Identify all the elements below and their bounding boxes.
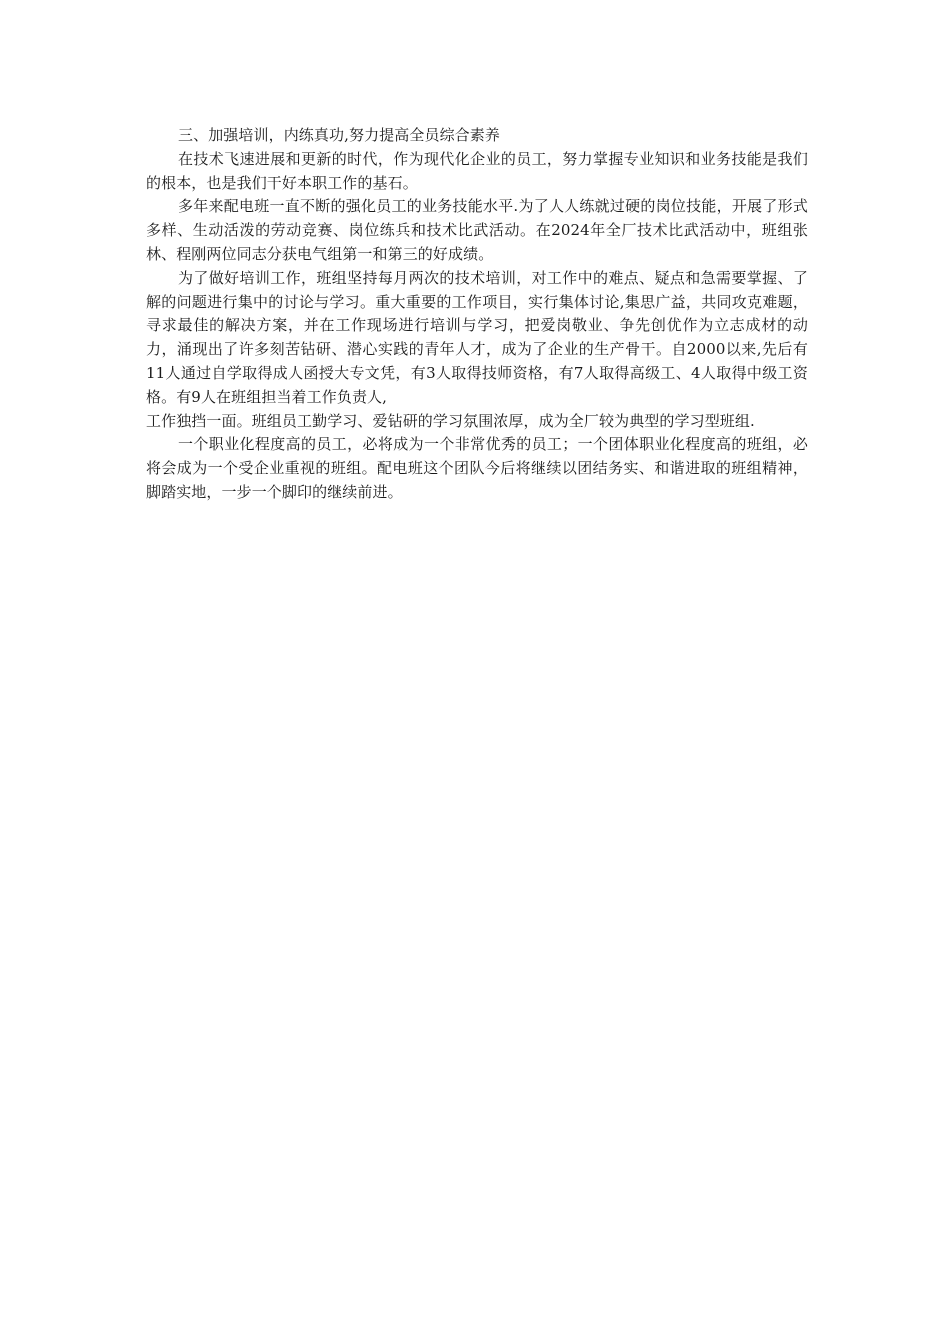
paragraph: 一个职业化程度高的员工，必将成为一个非常优秀的员工；一个团体职业化程度高的班组，必将会成为一个受企业重视的班组。配电班这个团队今后将继续以团结务实、和谐进取的班组精神，脚踏实地，一步一个脚印的继续前进。 [146, 435, 808, 501]
paragraph: 多年来配电班一直不断的强化员工的业务技能水平.为了人人练就过硬的岗位技能，开展了形式多样、生动活泼的劳动竞赛、岗位练兵和技术比武活动。在2024年全厂技术比武活动中，班组张林、程刚两位同志分获电气组第一和第三的好成绩。 [146, 197, 808, 263]
section-heading: 三、加强培训，内练真功,努力提高全员综合素养 [178, 126, 500, 144]
document-body [146, 124, 808, 505]
paragraph-continuation: 工作独挡一面。班组员工勤学习、爱钻研的学习氛围浓厚，成为全厂较为典型的学习型班组. [146, 411, 755, 430]
paragraph: 在技术飞速进展和更新的时代，作为现代化企业的员工，努力掌握专业知识和业务技能是我们的根本，也是我们干好本职工作的基石。 [146, 149, 808, 192]
paragraph: 为了做好培训工作，班组坚持每月两次的技术培训，对工作中的难点、疑点和急需要掌握、了解的问题进行集中的讨论与学习。重大重要的工作项目，实行集体讨论,集思广益，共同攻克难题，寻求最佳的解决方案，并在工作现场进行培训与学习，把爱岗敬业、争先创优作为立志成材的动力，涌现出了许多刻苦钻研、潜心实践的青年人才，成为了企业的生产骨干。自2000以来,先后有11人通过自学取得成人函授大专文凭，有3人取得技师资格，有7人取得高级工、4人取得中级工资格。有9人在班组担当着工作负责人, [146, 268, 808, 406]
